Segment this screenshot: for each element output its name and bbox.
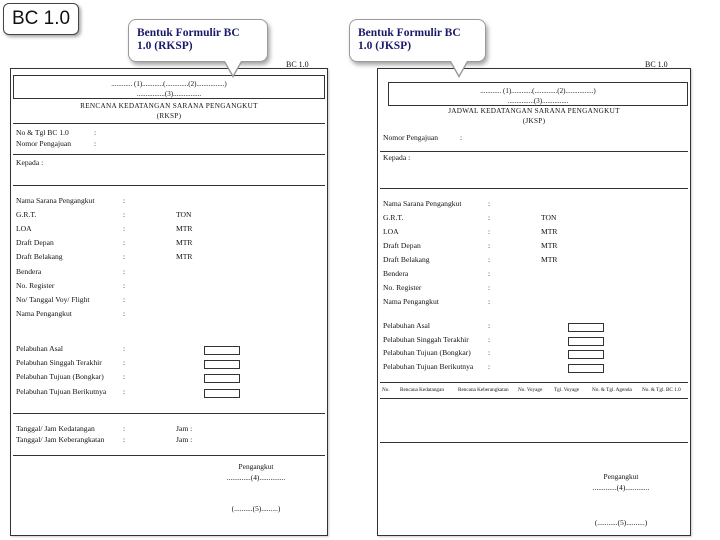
jksp-callout-line-2: 1.0 (JKSP): [358, 40, 412, 52]
port-code-box: [204, 389, 240, 398]
rksp-ref-line-1: ............ (1)............(.............(2)................): [111, 80, 227, 88]
rksp-field-label: LOA: [16, 224, 32, 234]
jksp-sign-line-5: (...........(5)..........): [594, 518, 648, 527]
rksp-top-field-label: No & Tgl BC 1.0: [16, 128, 69, 137]
field-colon: :: [123, 372, 126, 382]
rksp-callout-line-1: Bentuk Formulir BC: [137, 27, 240, 39]
field-colon: :: [488, 199, 491, 208]
jksp-title-text: JADWAL KEDATANGAN SARANA PENGANGKUT: [448, 107, 620, 115]
rksp-port-label: Pelabuhan Tujuan (Bongkar): [16, 372, 104, 382]
rksp-callout: [128, 19, 268, 62]
jksp-form: [377, 60, 691, 536]
jksp-field-unit: MTR: [541, 241, 558, 250]
jksp-table-header-5: No. & Tgl. Agenda: [592, 387, 632, 393]
rksp-port-label: Pelabuhan Tujuan Berikutnya: [16, 386, 107, 396]
jksp-kepada-label: Kepada :: [383, 153, 411, 162]
jksp-port-label: Pelabuhan Asal: [383, 321, 431, 330]
field-colon: :: [123, 196, 126, 205]
rksp-field-unit: MTR: [176, 224, 193, 234]
jksp-field-label: LOA: [383, 227, 399, 236]
field-colon: :: [123, 344, 126, 353]
jksp-top-field-label: Nomor Pengajuan: [383, 133, 439, 142]
field-colon: :: [123, 424, 126, 433]
jksp-table-header-1: Rencana Kedatangan: [400, 387, 444, 393]
jksp-ref-line-2: ...............(3)...............: [507, 97, 569, 105]
port-code-box: [204, 374, 240, 383]
rksp-title: [11, 101, 327, 121]
rksp-field-label: G.R.T.: [16, 210, 37, 220]
jksp-table-header-4: Tgl. Voyage: [554, 387, 580, 393]
field-colon: :: [488, 213, 491, 222]
divider: [13, 455, 325, 456]
rksp-port-label: Pelabuhan Asal: [16, 344, 64, 353]
divider: [380, 382, 688, 383]
divider: [380, 442, 688, 443]
jksp-sign-line-4: .............(4).............: [592, 483, 650, 492]
rksp-sign-line-5: (..........(5).........): [231, 504, 281, 513]
rksp-field-label: Draft Depan: [16, 238, 54, 248]
jksp-field-label: No. Register: [383, 283, 422, 292]
rksp-field-label: Draft Belakang: [16, 252, 63, 262]
slide-title-badge: BC 1.0: [3, 3, 79, 35]
jksp-field-label: G.R.T.: [383, 213, 404, 222]
jksp-port-label: Pelabuhan Singgah Terakhir: [383, 334, 469, 344]
field-colon: :: [123, 252, 126, 262]
field-colon: :: [488, 321, 491, 330]
field-colon: :: [488, 227, 491, 236]
divider: [380, 188, 688, 189]
jksp-signature-block: [566, 471, 676, 493]
rksp-jam-label: Jam :: [176, 424, 193, 433]
jksp-field-label: Draft Belakang: [383, 255, 430, 264]
field-colon: :: [123, 294, 126, 304]
rksp-signature-block: [201, 461, 311, 483]
rksp-jam-label: Jam :: [176, 435, 193, 444]
rksp-field-label: No/ Tanggal Voy/ Flight: [16, 294, 90, 304]
field-colon: :: [123, 224, 126, 234]
port-code-box: [568, 364, 604, 373]
rksp-ref-line-2: ................(3)................: [136, 90, 202, 98]
field-colon: :: [488, 269, 491, 278]
divider: [13, 154, 325, 155]
field-colon: :: [123, 266, 126, 276]
jksp-table-header-2: Rencana Keberangkatan: [458, 387, 509, 393]
rksp-title-text: RENCANA KEDATANGAN SARANA PENGANGKUT: [80, 102, 258, 110]
field-colon: :: [123, 358, 126, 368]
rksp-sign-line-4: .............(4)..............: [226, 473, 286, 482]
rksp-time-label: Tanggal/ Jam Keberangkatan: [16, 435, 105, 444]
port-code-box: [568, 350, 604, 359]
field-colon: :: [488, 241, 491, 250]
jksp-callout: [349, 19, 486, 62]
field-colon: :: [488, 255, 491, 264]
field-colon: :: [94, 139, 97, 148]
field-colon: :: [123, 280, 126, 290]
field-colon: :: [123, 238, 126, 248]
rksp-kepada-label: Kepada :: [16, 158, 44, 167]
rksp-sign-title: Pengangkut: [238, 462, 274, 471]
field-colon: :: [488, 297, 491, 306]
jksp-field-label: Nama Sarana Pengangkut: [383, 199, 462, 208]
rksp-subtitle-text: (RKSP): [156, 112, 182, 120]
rksp-field-label: Bendera: [16, 266, 42, 276]
rksp-form: [10, 60, 328, 536]
jksp-table-header-0: No.: [382, 387, 390, 393]
port-code-box: [568, 337, 604, 346]
port-code-box: [204, 346, 240, 355]
field-colon: :: [488, 361, 491, 371]
rksp-reference-box: [13, 75, 325, 99]
field-colon: :: [94, 128, 97, 137]
callout-pointer: [225, 61, 241, 75]
jksp-field-unit: MTR: [541, 227, 558, 236]
jksp-sign-title: Pengangkut: [603, 472, 639, 481]
divider: [380, 398, 688, 399]
rksp-field-unit: MTR: [176, 238, 193, 248]
jksp-reference-box: [388, 82, 688, 106]
rksp-time-label: Tanggal/ Jam Kedatangan: [16, 424, 95, 433]
rksp-field-label: Nama Sarana Pengangkut: [16, 196, 95, 205]
jksp-field-unit: MTR: [541, 255, 558, 264]
field-colon: :: [123, 210, 126, 220]
field-colon: :: [123, 435, 126, 444]
jksp-field-label: Draft Depan: [383, 241, 421, 250]
divider: [13, 413, 325, 414]
rksp-field-unit: TON: [176, 210, 192, 220]
field-colon: :: [488, 348, 491, 357]
jksp-callout-line-1: Bentuk Formulir BC: [358, 27, 461, 39]
field-colon: :: [123, 308, 126, 318]
field-colon: :: [488, 334, 491, 344]
port-code-box: [568, 323, 604, 332]
rksp-top-field-label: Nomor Pengajuan: [16, 139, 72, 148]
jksp-title: [378, 106, 690, 126]
jksp-table-header-3: No. Voyage: [518, 387, 543, 393]
jksp-field-label: Nama Pengangkut: [383, 297, 439, 306]
rksp-form-tag: BC 1.0: [286, 60, 309, 69]
divider: [13, 123, 325, 124]
rksp-field-unit: MTR: [176, 252, 193, 262]
rksp-port-label: Pelabuhan Singgah Terakhir: [16, 358, 102, 368]
jksp-subtitle-text: (JKSP): [522, 117, 546, 125]
divider: [13, 185, 325, 186]
rksp-field-label: Nama Pengangkut: [16, 308, 72, 318]
jksp-form-tag: BC 1.0: [645, 60, 668, 69]
port-code-box: [204, 360, 240, 369]
callout-pointer: [451, 61, 467, 75]
field-colon: :: [488, 283, 491, 292]
rksp-field-label: No. Register: [16, 280, 55, 290]
field-colon: :: [460, 133, 463, 142]
jksp-ref-line-1: ............ (1)............(.............(2)................): [480, 87, 596, 95]
rksp-callout-line-2: 1.0 (RKSP): [137, 40, 193, 52]
jksp-port-label: Pelabuhan Tujuan Berikutnya: [383, 361, 474, 371]
field-colon: :: [123, 386, 126, 396]
jksp-table-header-6: No. & Tgl. BC 1.0: [642, 387, 681, 393]
divider: [380, 151, 688, 152]
jksp-field-unit: TON: [541, 213, 557, 222]
jksp-port-label: Pelabuhan Tujuan (Bongkar): [383, 348, 471, 357]
jksp-field-label: Bendera: [383, 269, 409, 278]
